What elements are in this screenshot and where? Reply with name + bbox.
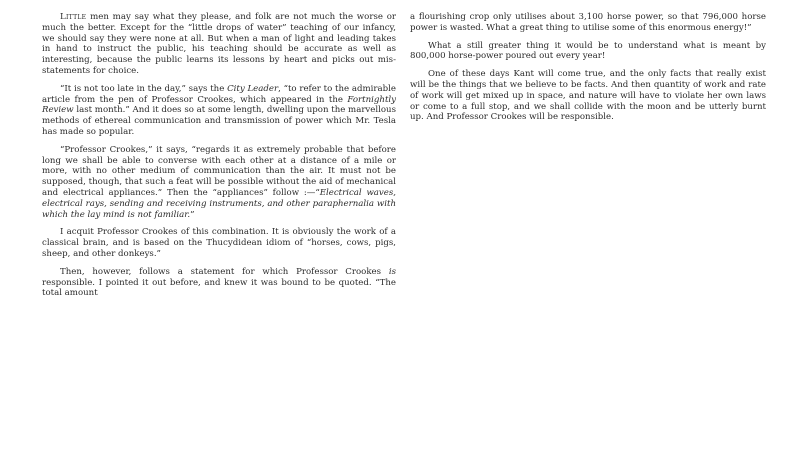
paragraph-statement	[42, 267, 396, 299]
paragraph-text: “It is not too late in the day,” says the	[60, 83, 228, 94]
paragraph-crop	[410, 12, 766, 34]
left-column	[42, 12, 396, 303]
paragraph-text: last month.” And it does so at some length, dwelling upon the marvellous methods of ethereal communication and transmission of power which Mr. Tesla has made so popular.	[42, 105, 396, 137]
lead-word: Little	[60, 12, 87, 22]
emphasis-word: is	[388, 266, 396, 277]
paragraph-text: What a still greater thing it would be to understand what is meant by 800,000 horse-power poured out every year!	[410, 40, 766, 62]
paragraph-professor-crookes	[42, 145, 396, 221]
paragraph-text: “Professor Crookes,” it says, “regards it as extremely probable that before long we shall be able to converse with each other at a distance of a mile or more, with no other medium of communication than the air. It must not be supposed, though, that such a feat will be possible without the aid of mechanical and electrical appliances.” Then the “appliances” follow :—“	[42, 144, 396, 198]
quoted-italic-text: Electrical waves, electrical rays, sending and receiving instruments, and other paraphernalia with which the lay mind is not familiar.	[42, 187, 397, 220]
paragraph-text: One of these days Kant will come true, and the only facts that really exist will be the things that we believe to be facts. And then quantity of work and rate of work will get mixed up in space, and nature will have to violate her own laws or come to a full stop, and we shall collide with the moon and be utterly burnt up. And Professor Crookes will be responsible.	[410, 69, 766, 123]
paragraph-kant	[410, 69, 766, 123]
paragraph-text: men may say what they please, and folk are not much the worse or much the better. Except for the “little drops of water” teaching of our infancy, we should say they were none at all. But when a man of light and leading takes in hand to instruct the public, his teaching should be accurate as well as interesting, because the public learns its lessons by heart and picks out mis-statements for choice.	[42, 12, 396, 76]
paragraph-acquit	[42, 227, 396, 259]
publication-title: City Leader	[227, 83, 279, 94]
paragraph-text: responsible. I pointed it out before, and knew it was bound to be quoted. “The total amount	[42, 277, 396, 299]
paragraph-text: ”	[190, 209, 195, 220]
paragraph-little-men	[42, 12, 396, 77]
paragraph-city-leader	[42, 84, 396, 138]
paragraph-text: , “to refer to the admirable article from the pen of Professor Crookes, which appeared in the	[42, 83, 396, 105]
paragraph-text: Then, however, follows a statement for which Professor Crookes	[60, 266, 389, 277]
publication-title: Fortnightly Review	[42, 94, 396, 116]
paragraph-text: a flourishing crop only utilises about 3,100 horse power, so that 796,000 horse power is wasted. What a great thing to utilise some of this enormous energy!”	[410, 12, 766, 33]
paragraph-horse-power	[410, 41, 766, 63]
paragraph-text: I acquit Professor Crookes of this combination. It is obviously the work of a classical brain, and is based on the Thucydidean idiom of “horses, cows, pigs, sheep, and other donkeys.”	[42, 227, 396, 259]
right-column	[410, 12, 766, 127]
